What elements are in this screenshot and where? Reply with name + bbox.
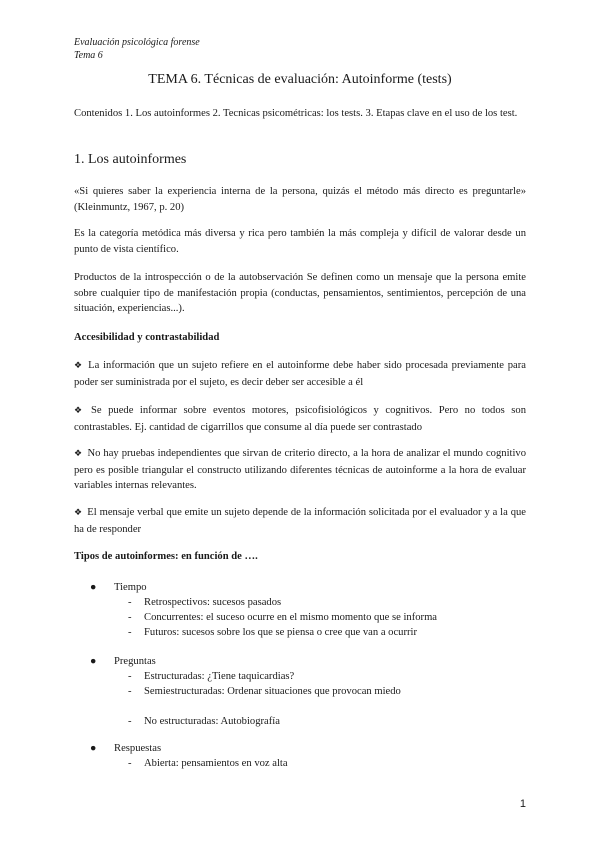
list-item-tiempo: ● Tiempo	[90, 582, 147, 593]
dash-icon: -	[128, 597, 132, 608]
dash-icon: -	[128, 716, 132, 727]
bullet-paragraph	[74, 358, 526, 390]
bullet-dot-icon: ●	[90, 743, 97, 754]
bullet-text: El mensaje verbal que emite un sujeto depende de la información solicitada por el evaluador y a la que ha de responder	[74, 507, 526, 535]
dash-icon: -	[128, 612, 132, 623]
dash-icon: -	[128, 627, 132, 638]
dash-icon: -	[128, 686, 132, 697]
sub-list-item: - Concurrentes: el suceso ocurre en el mismo momento que se informa	[128, 612, 438, 623]
types-list	[74, 654, 526, 729]
bullet-paragraph	[74, 446, 526, 494]
list-item-respuestas: ● Respuestas	[90, 743, 162, 754]
header-course: Evaluación psicológica forense	[74, 37, 200, 48]
bullet-paragraph	[74, 505, 526, 537]
bullet-text: Se puede informar sobre eventos motores, psicofisiológicos y cognitivos. Pero no todos son contrastables. Ej. cantidad de cigarrillos que consume al día puede ser contrastado	[74, 405, 526, 433]
access-heading: Accesibilidad y contrastabilidad	[74, 332, 220, 343]
list-item-preguntas: ● Preguntas	[90, 656, 156, 667]
sub-list-item: - Retrospectivos: sucesos pasados	[128, 597, 282, 608]
bullet-dot-icon: ●	[90, 656, 97, 667]
sub-list-item: - Semiestructuradas: Ordenar situaciones que provocan miedo	[128, 686, 401, 697]
diamond-bullet-icon: ❖	[74, 406, 86, 416]
bullet-text: La información que un sujeto refiere en el autoinforme debe haber sido procesada previamente para poder ser suministrada por el sujeto, es decir deber ser accesible a él	[74, 360, 526, 388]
diamond-bullet-icon: ❖	[74, 361, 84, 371]
types-list	[74, 741, 526, 771]
diamond-bullet-icon: ❖	[74, 508, 83, 518]
definition-paragraph: Es la categoría metódica más diversa y rica pero también la más compleja y difícil de valorar desde un punto de vista científico.	[74, 228, 526, 255]
running-header	[74, 36, 200, 62]
page-number: 1	[519, 798, 526, 810]
dash-icon: -	[128, 758, 132, 769]
bullet-dot-icon: ●	[90, 582, 97, 593]
header-topic: Tema 6	[74, 50, 103, 61]
types-list	[74, 580, 526, 640]
bullet-text: No hay pruebas independientes que sirvan de criterio directo, a la hora de analizar el mundo cognitivo pero es posible triangular el constructo utilizando diferentes técnicas de autoinforme a la hora de evaluar variables internas relevantes.	[74, 448, 526, 491]
diamond-bullet-icon: ❖	[74, 449, 83, 459]
bullet-paragraph	[74, 403, 526, 435]
quote-paragraph: «Si quieres saber la experiencia interna de la persona, quizás el método más directo es preguntarle» (Kleinmuntz, 1967, p. 20)	[74, 186, 526, 213]
sub-list-item: - Estructuradas: ¿Tiene taquicardias?	[128, 671, 295, 682]
sub-list-item: - Abierta: pensamientos en voz alta	[128, 758, 288, 769]
products-paragraph: Productos de la introspección o de la autobservación Se definen como un mensaje que la persona emite sobre cualquier tipo de manifestación propia (conductas, pensamientos, sentimientos, percepción de una situación, experiencias...).	[74, 272, 526, 314]
sub-list-item: - Futuros: sucesos sobre los que se piensa o cree que van a ocurrir	[128, 627, 418, 638]
contents-paragraph: Contenidos 1. Los autoinformes 2. Tecnicas psicométricas: los tests. 3. Etapas clave en el uso de los test.	[74, 108, 518, 119]
document-title: TEMA 6. Técnicas de evaluación: Autoinforme (tests)	[148, 72, 452, 87]
section-heading: 1. Los autoinformes	[74, 152, 187, 167]
types-heading: Tipos de autoinformes: en función de ….	[74, 551, 258, 562]
sub-list-item: - No estructuradas: Autobiografía	[128, 716, 280, 727]
dash-icon: -	[128, 671, 132, 682]
